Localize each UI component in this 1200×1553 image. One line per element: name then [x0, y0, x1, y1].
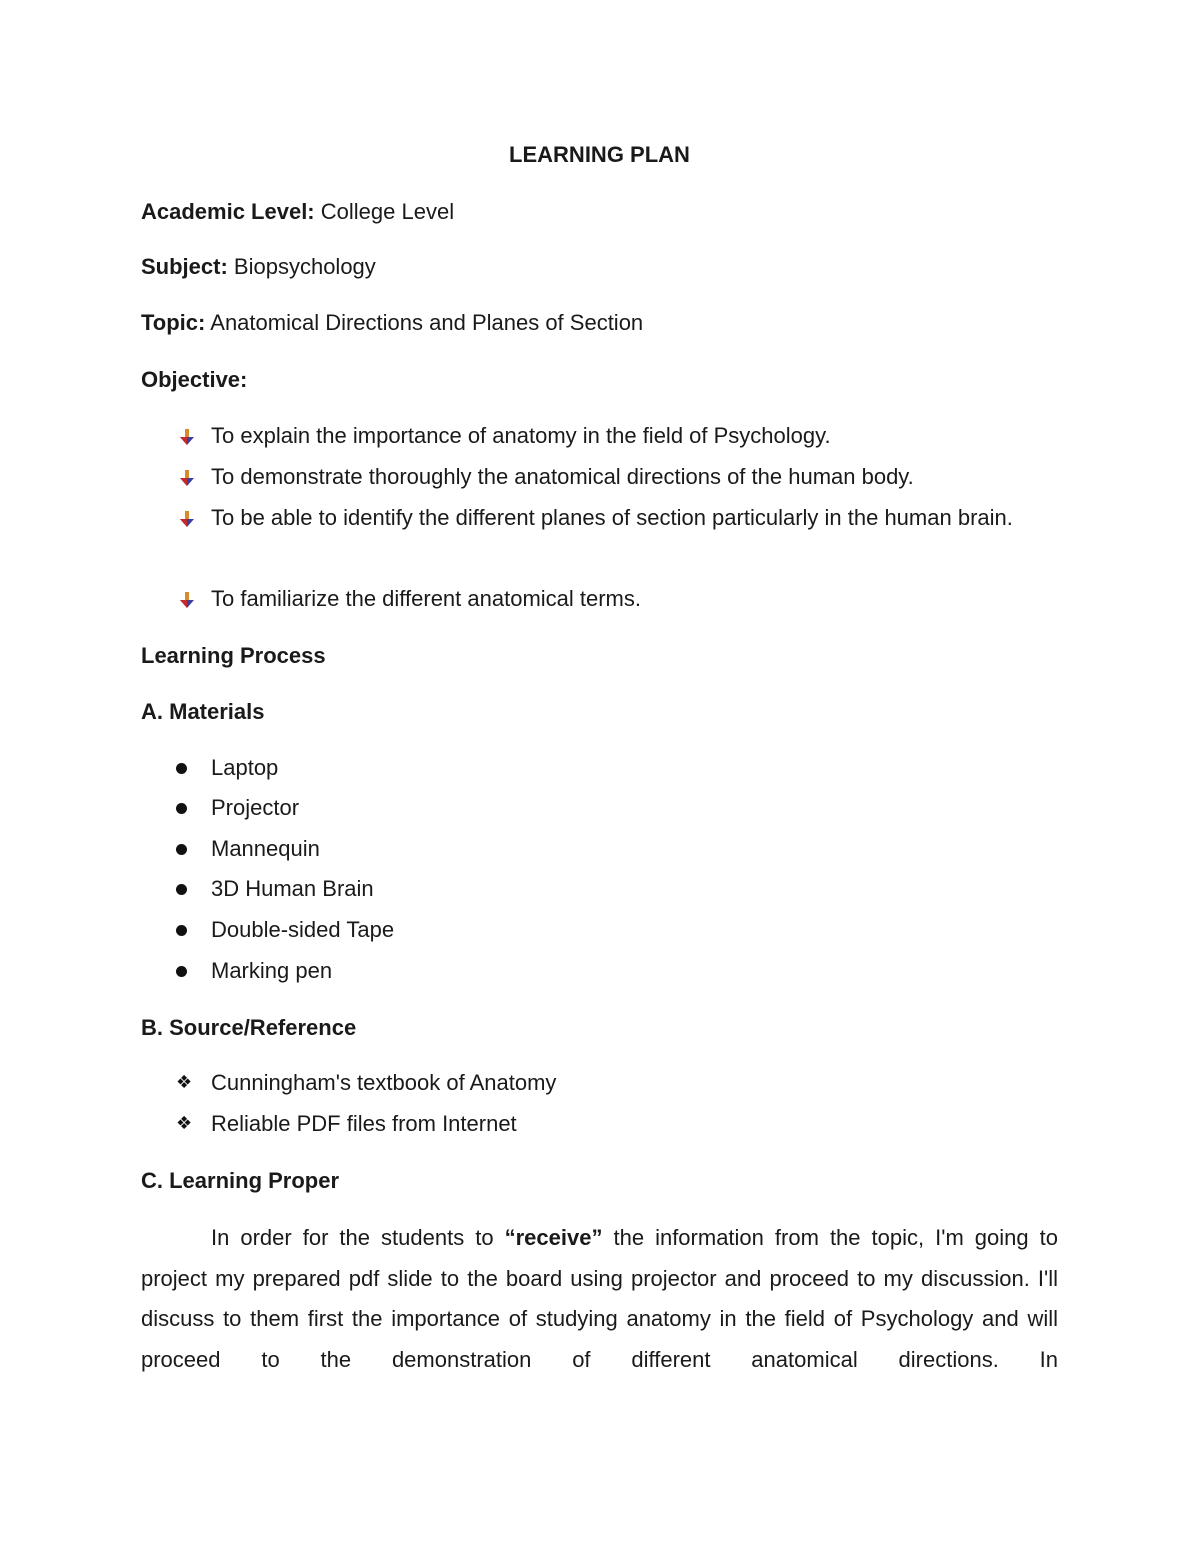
material-item: Double-sided Tape: [211, 917, 395, 942]
material-item: Projector: [211, 795, 300, 820]
filled-circle-bullet-icon: [176, 884, 187, 895]
paragraph-intro: In order for the students to: [211, 1225, 505, 1250]
materials-heading: A. Materials: [141, 699, 265, 724]
filled-circle-bullet-icon: [176, 966, 187, 977]
arrow-down-bullet-icon: [177, 468, 197, 488]
diamond-bullet-icon: ❖: [176, 1113, 193, 1134]
filled-circle-bullet-icon: [176, 763, 187, 774]
objective-item: To explain the importance of anatomy in the field of Psychology.: [211, 423, 831, 448]
subject-value: Biopsychology: [233, 254, 376, 279]
material-item: Marking pen: [211, 958, 333, 983]
objective-heading: Objective:: [141, 367, 248, 392]
paragraph-emphasis: “receive”: [504, 1225, 603, 1250]
filled-circle-bullet-icon: [176, 844, 187, 855]
subject-line: [141, 253, 376, 281]
arrow-down-bullet-icon: [177, 590, 197, 610]
topic-line: [141, 309, 643, 337]
academic-level-label: Academic Level:: [141, 199, 315, 224]
material-item: Laptop: [211, 755, 279, 780]
objective-item: To be able to identify the different planes of section particularly in the human brain.: [211, 505, 1013, 530]
topic-value: Anatomical Directions and Planes of Section: [210, 310, 644, 335]
material-item: Mannequin: [211, 836, 320, 861]
paragraph-body: the information from the topic, I'm going to project my prepared pdf slide to the board using projector and proceed to my discussion. I'll discuss to them first the importance of studying anatomy in the field of Psychology and will proceed to the demonstration of different anatomical directions. In: [141, 1225, 1058, 1372]
arrow-down-bullet-icon: [177, 427, 197, 447]
document-page: [141, 0, 1058, 1553]
learning-proper-paragraph: [141, 1218, 1058, 1380]
learning-process-heading: Learning Process: [141, 643, 326, 668]
learning-proper-heading: C. Learning Proper: [141, 1168, 340, 1193]
diamond-bullet-icon: ❖: [176, 1072, 193, 1093]
page-title: LEARNING PLAN: [509, 142, 690, 167]
source-heading: B. Source/Reference: [141, 1015, 357, 1040]
academic-level-value: College Level: [320, 199, 455, 224]
subject-label: Subject:: [141, 254, 228, 279]
filled-circle-bullet-icon: [176, 925, 187, 936]
arrow-down-bullet-icon: [177, 509, 197, 529]
source-item: Reliable PDF files from Internet: [211, 1111, 517, 1136]
filled-circle-bullet-icon: [176, 803, 187, 814]
objective-item: To familiarize the different anatomical terms.: [211, 586, 641, 611]
academic-level-line: [141, 198, 454, 226]
source-item: Cunningham's textbook of Anatomy: [211, 1070, 557, 1095]
topic-label: Topic:: [141, 310, 206, 335]
objective-item: To demonstrate thoroughly the anatomical directions of the human body.: [211, 464, 914, 489]
material-item: 3D Human Brain: [211, 876, 374, 901]
